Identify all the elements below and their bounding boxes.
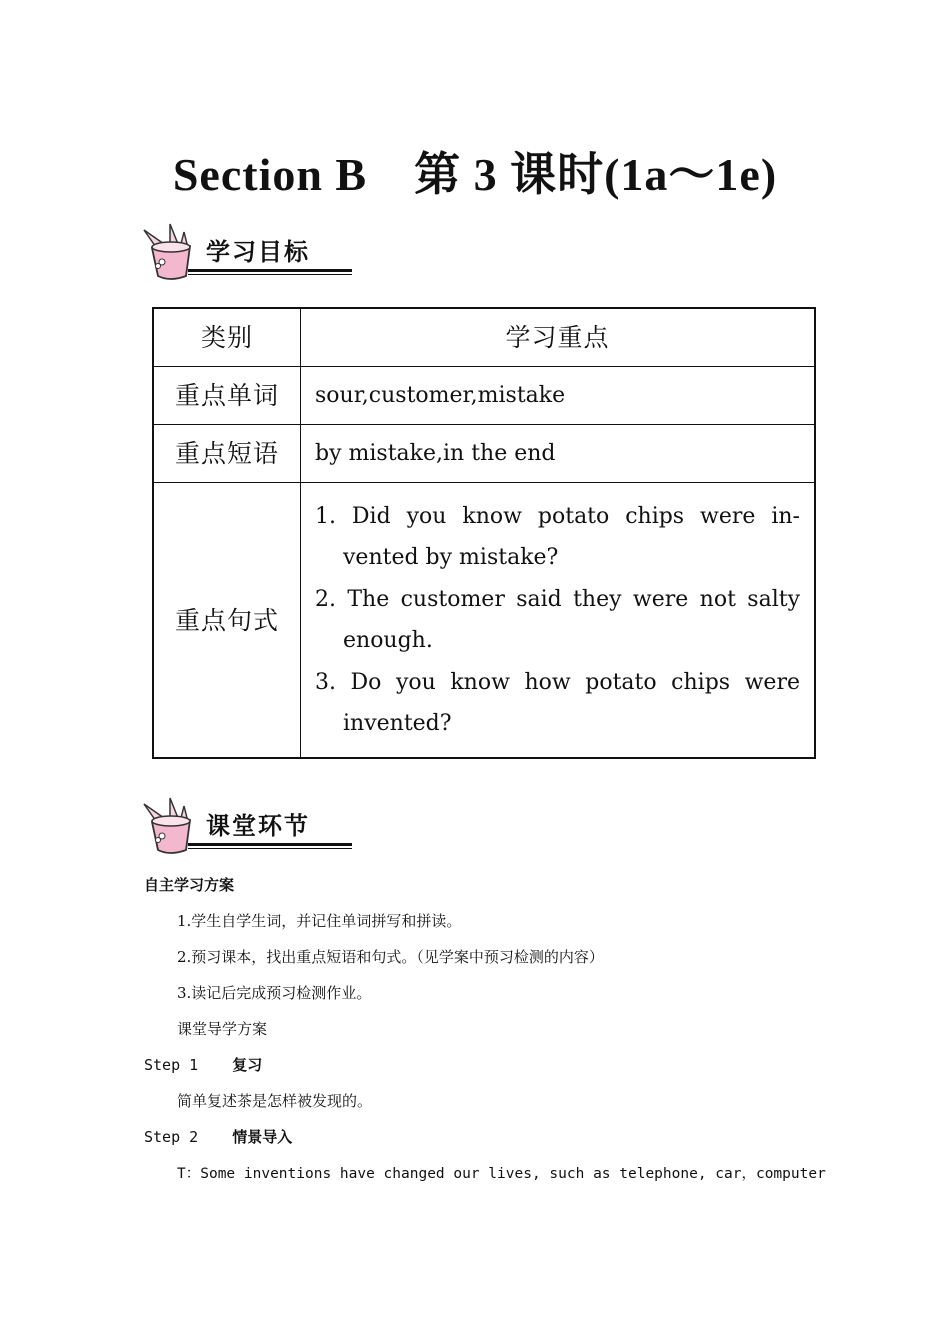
badge-underline [188,843,352,846]
table-row [153,483,815,759]
table-row [153,425,815,483]
table-header-content: 学习重点 [301,308,816,367]
table-cell-category: 重点短语 [153,425,301,483]
table-cell-category: 重点单词 [153,367,301,425]
list-item: 3.读记后完成预习检测作业。 [177,984,372,1002]
table-cell-content: sour,customer,mistake [301,367,816,425]
badge-underline-thin [188,848,352,849]
table-header-row [153,308,815,367]
section-badge-label: 学习目标 [206,238,310,266]
key-sentence: 3. Do you know how potato chips were invented? [315,669,800,736]
goals-table [152,307,816,759]
table-row [153,367,815,425]
table-cell-sentences [301,483,816,759]
section-badge-class [140,796,352,858]
guide-heading: 课堂导学方案 [177,1020,268,1038]
step-name: 情景导入 [232,1128,293,1146]
step-number: Step 1 [144,1056,199,1074]
step-number: Step 2 [144,1128,199,1146]
table-cell-category: 重点句式 [153,483,301,759]
step-1-text: 简单复述茶是怎样被发现的。 [177,1092,373,1110]
self-study-heading: 自主学习方案 [144,876,235,894]
badge-underline [188,269,352,272]
section-badge-label: 课堂环节 [206,812,310,840]
table-header-category: 类别 [153,308,301,367]
badge-underline-thin [188,274,352,275]
step-1-heading [144,1054,950,1075]
page-title: Section B 第 3 课时(1a～1e) [172,149,778,200]
section-badge-goals [140,222,352,284]
list-item: 2.预习课本，找出重点短语和句式。（见学案中预习检测的内容） [177,948,604,966]
list-item: 1.学生自学生词，并记住单词拼写和拼读。 [177,912,462,930]
step-2-heading [144,1126,950,1147]
step-2-text: T：Some inventions have changed our lives, such as telephone, car，computer [177,1166,826,1182]
step-name: 复习 [232,1056,263,1074]
key-sentence: 2. The customer said they were not salty enough. [315,586,800,653]
table-cell-content: by mistake,in the end [301,425,816,483]
key-sentence: 1. Did you know potato chips were in-vented by mistake? [315,503,800,570]
